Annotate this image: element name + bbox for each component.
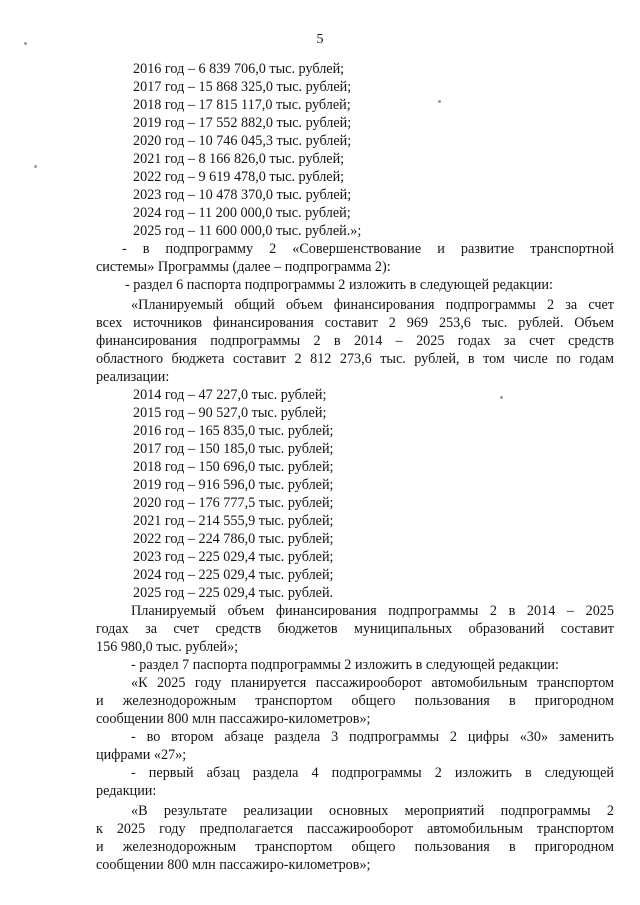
funding-year-line: 2021 год – 8 166 826,0 тыс. рублей; — [133, 151, 345, 167]
paragraph-line: системы» Программы (далее – подпрограмма 2): — [96, 259, 391, 275]
funding-year-line: 2014 год – 47 227,0 тыс. рублей; — [133, 387, 327, 403]
funding-year-line: 2020 год – 10 746 045,3 тыс. рублей; — [133, 133, 352, 149]
funding-year-line: 2024 год – 11 200 000,0 тыс. рублей; — [133, 205, 351, 221]
paragraph-line: и железнодорожным транспортом общего пользования в пригородном — [96, 839, 614, 855]
funding-year-line: 2020 год – 176 777,5 тыс. рублей; — [133, 495, 334, 511]
paragraph-line: редакции: — [96, 783, 157, 799]
paragraph-line: - первый абзац раздела 4 подпрограммы 2 изложить в следующей — [131, 765, 614, 781]
paragraph-line: к 2025 году предполагается пассажирооборот автомобильным транспортом — [96, 821, 614, 837]
paragraph-line: и железнодорожным транспортом общего пользования в пригородном — [96, 693, 614, 709]
paragraph-line: сообщении 800 млн пассажиро-километров»; — [96, 711, 371, 727]
paragraph-line: областного бюджета составит 2 812 273,6 тыс. рублей, в том числе по годам — [96, 351, 614, 367]
funding-year-line: 2025 год – 11 600 000,0 тыс. рублей.»; — [133, 223, 362, 239]
funding-year-line: 2015 год – 90 527,0 тыс. рублей; — [133, 405, 327, 421]
scan-speck — [34, 165, 37, 168]
funding-year-line: 2025 год – 225 029,4 тыс. рублей. — [133, 585, 334, 601]
paragraph-line: - раздел 6 паспорта подпрограммы 2 изложить в следующей редакции: — [125, 277, 553, 293]
paragraph-line: финансирования подпрограммы 2 в 2014 – 2025 годах за счет средств — [96, 333, 614, 349]
paragraph-line: - во втором абзаце раздела 3 подпрограммы 2 цифры «30» заменить — [131, 729, 614, 745]
paragraph-line: сообщении 800 млн пассажиро-километров»; — [96, 857, 371, 873]
paragraph-line: - раздел 7 паспорта подпрограммы 2 изложить в следующей редакции: — [131, 657, 559, 673]
funding-year-line: 2018 год – 150 696,0 тыс. рублей; — [133, 459, 334, 475]
funding-year-line: 2022 год – 224 786,0 тыс. рублей; — [133, 531, 334, 547]
paragraph-line: Планируемый объем финансирования подпрограммы 2 в 2014 – 2025 — [131, 603, 614, 619]
paragraph-line: - в подпрограмму 2 «Совершенствование и развитие транспортной — [122, 241, 614, 257]
funding-year-line: 2021 год – 214 555,9 тыс. рублей; — [133, 513, 334, 529]
scan-speck — [438, 100, 441, 103]
funding-year-line: 2024 год – 225 029,4 тыс. рублей; — [133, 567, 334, 583]
paragraph-line: «Планируемый общий объем финансирования подпрограммы 2 за счет — [131, 297, 614, 313]
scan-speck — [500, 396, 503, 399]
funding-year-line: 2018 год – 17 815 117,0 тыс. рублей; — [133, 97, 351, 113]
paragraph-line: 156 980,0 тыс. рублей»; — [96, 639, 239, 655]
paragraph-line: реализации: — [96, 369, 170, 385]
paragraph-line: «К 2025 году планируется пассажирооборот автомобильным транспортом — [131, 675, 614, 691]
funding-year-line: 2016 год – 6 839 706,0 тыс. рублей; — [133, 61, 345, 77]
funding-year-line: 2019 год – 916 596,0 тыс. рублей; — [133, 477, 334, 493]
paragraph-line: годах за счет средств бюджетов муниципальных образований составит — [96, 621, 614, 637]
paragraph-line: «В результате реализации основных мероприятий подпрограммы 2 — [131, 803, 614, 819]
page-number: 5 — [316, 32, 324, 47]
funding-year-line: 2016 год – 165 835,0 тыс. рублей; — [133, 423, 334, 439]
funding-year-line: 2017 год – 150 185,0 тыс. рублей; — [133, 441, 334, 457]
funding-year-line: 2022 год – 9 619 478,0 тыс. рублей; — [133, 169, 345, 185]
funding-year-line: 2023 год – 10 478 370,0 тыс. рублей; — [133, 187, 352, 203]
paragraph-line: цифрами «27»; — [96, 747, 187, 763]
funding-year-line: 2019 год – 17 552 882,0 тыс. рублей; — [133, 115, 352, 131]
funding-year-line: 2023 год – 225 029,4 тыс. рублей; — [133, 549, 334, 565]
funding-year-line: 2017 год – 15 868 325,0 тыс. рублей; — [133, 79, 352, 95]
paragraph-line: всех источников финансирования составит 2 969 253,6 тыс. рублей. Объем — [96, 315, 614, 331]
scan-speck — [24, 42, 27, 45]
